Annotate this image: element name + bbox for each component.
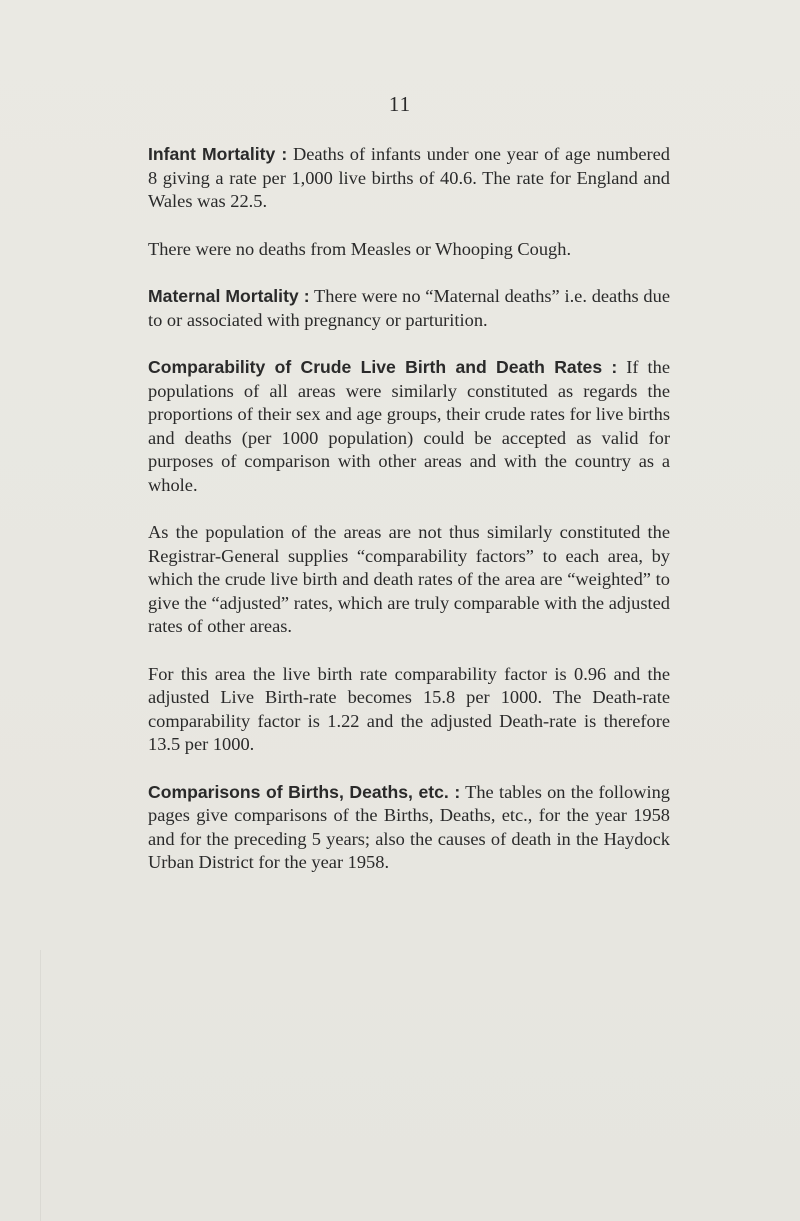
- section-heading: Infant Mortality :: [148, 144, 288, 164]
- section-heading: Comparisons of Births, Deaths, etc. :: [148, 781, 461, 802]
- paragraph-comparisons: [148, 781, 670, 875]
- section-heading: Comparability of Crude Live Birth and Death Rates :: [148, 357, 618, 377]
- paragraph-text: If the populations of all areas were similarly constituted as regards the proportions of their sex and age groups, their crude rates for live births and deaths (per 1000 population) could be accepted as valid for purposes of comparison with other areas and with the country as a whole.: [148, 357, 670, 495]
- section-heading: Maternal Mortality :: [148, 286, 310, 306]
- paragraph-text: The tables on the following pages give comparisons of the Births, Deaths, etc., for the year 1958 and for the preceding 5 years; also the causes of death in the Haydock Urban District for the year 1958.: [148, 781, 670, 872]
- document-body: [148, 143, 670, 899]
- paragraph-text: There were no “Maternal deaths” i.e. deaths due to or associated with pregnancy or parturition.: [148, 286, 670, 330]
- paragraph-maternal-mortality: [148, 285, 670, 332]
- paragraph-measles: [148, 238, 670, 262]
- paragraph-comparability: [148, 356, 670, 497]
- paragraph-text: As the population of the areas are not thus similarly constituted the Registrar-General supplies “comparability factors” to each area, by which the crude live birth and death rates of the area are “weighted” to give the “adjusted” rates, which are truly comparable with the adjusted rates of other areas.: [148, 522, 670, 636]
- paragraph-text: There were no deaths from Measles or Whooping Cough.: [148, 238, 572, 259]
- page-crease: [0, 950, 41, 1221]
- page-number: 11: [388, 92, 412, 116]
- paragraph-adjusted-rates: [148, 663, 670, 757]
- paragraph-text: Deaths of infants under one year of age numbered 8 giving a rate per 1,000 live births of 40.6. The rate for England and Wales was 22.5.: [148, 144, 670, 211]
- paragraph-comparability-factors: [148, 521, 670, 639]
- paragraph-text: For this area the live birth rate comparability factor is 0.96 and the adjusted Live Birth-rate becomes 15.8 per 1000. The Death-rate comparability factor is 1.22 and the adjusted Death-rate is therefore 13.5 per 1000.: [148, 663, 670, 754]
- paragraph-infant-mortality: [148, 143, 670, 214]
